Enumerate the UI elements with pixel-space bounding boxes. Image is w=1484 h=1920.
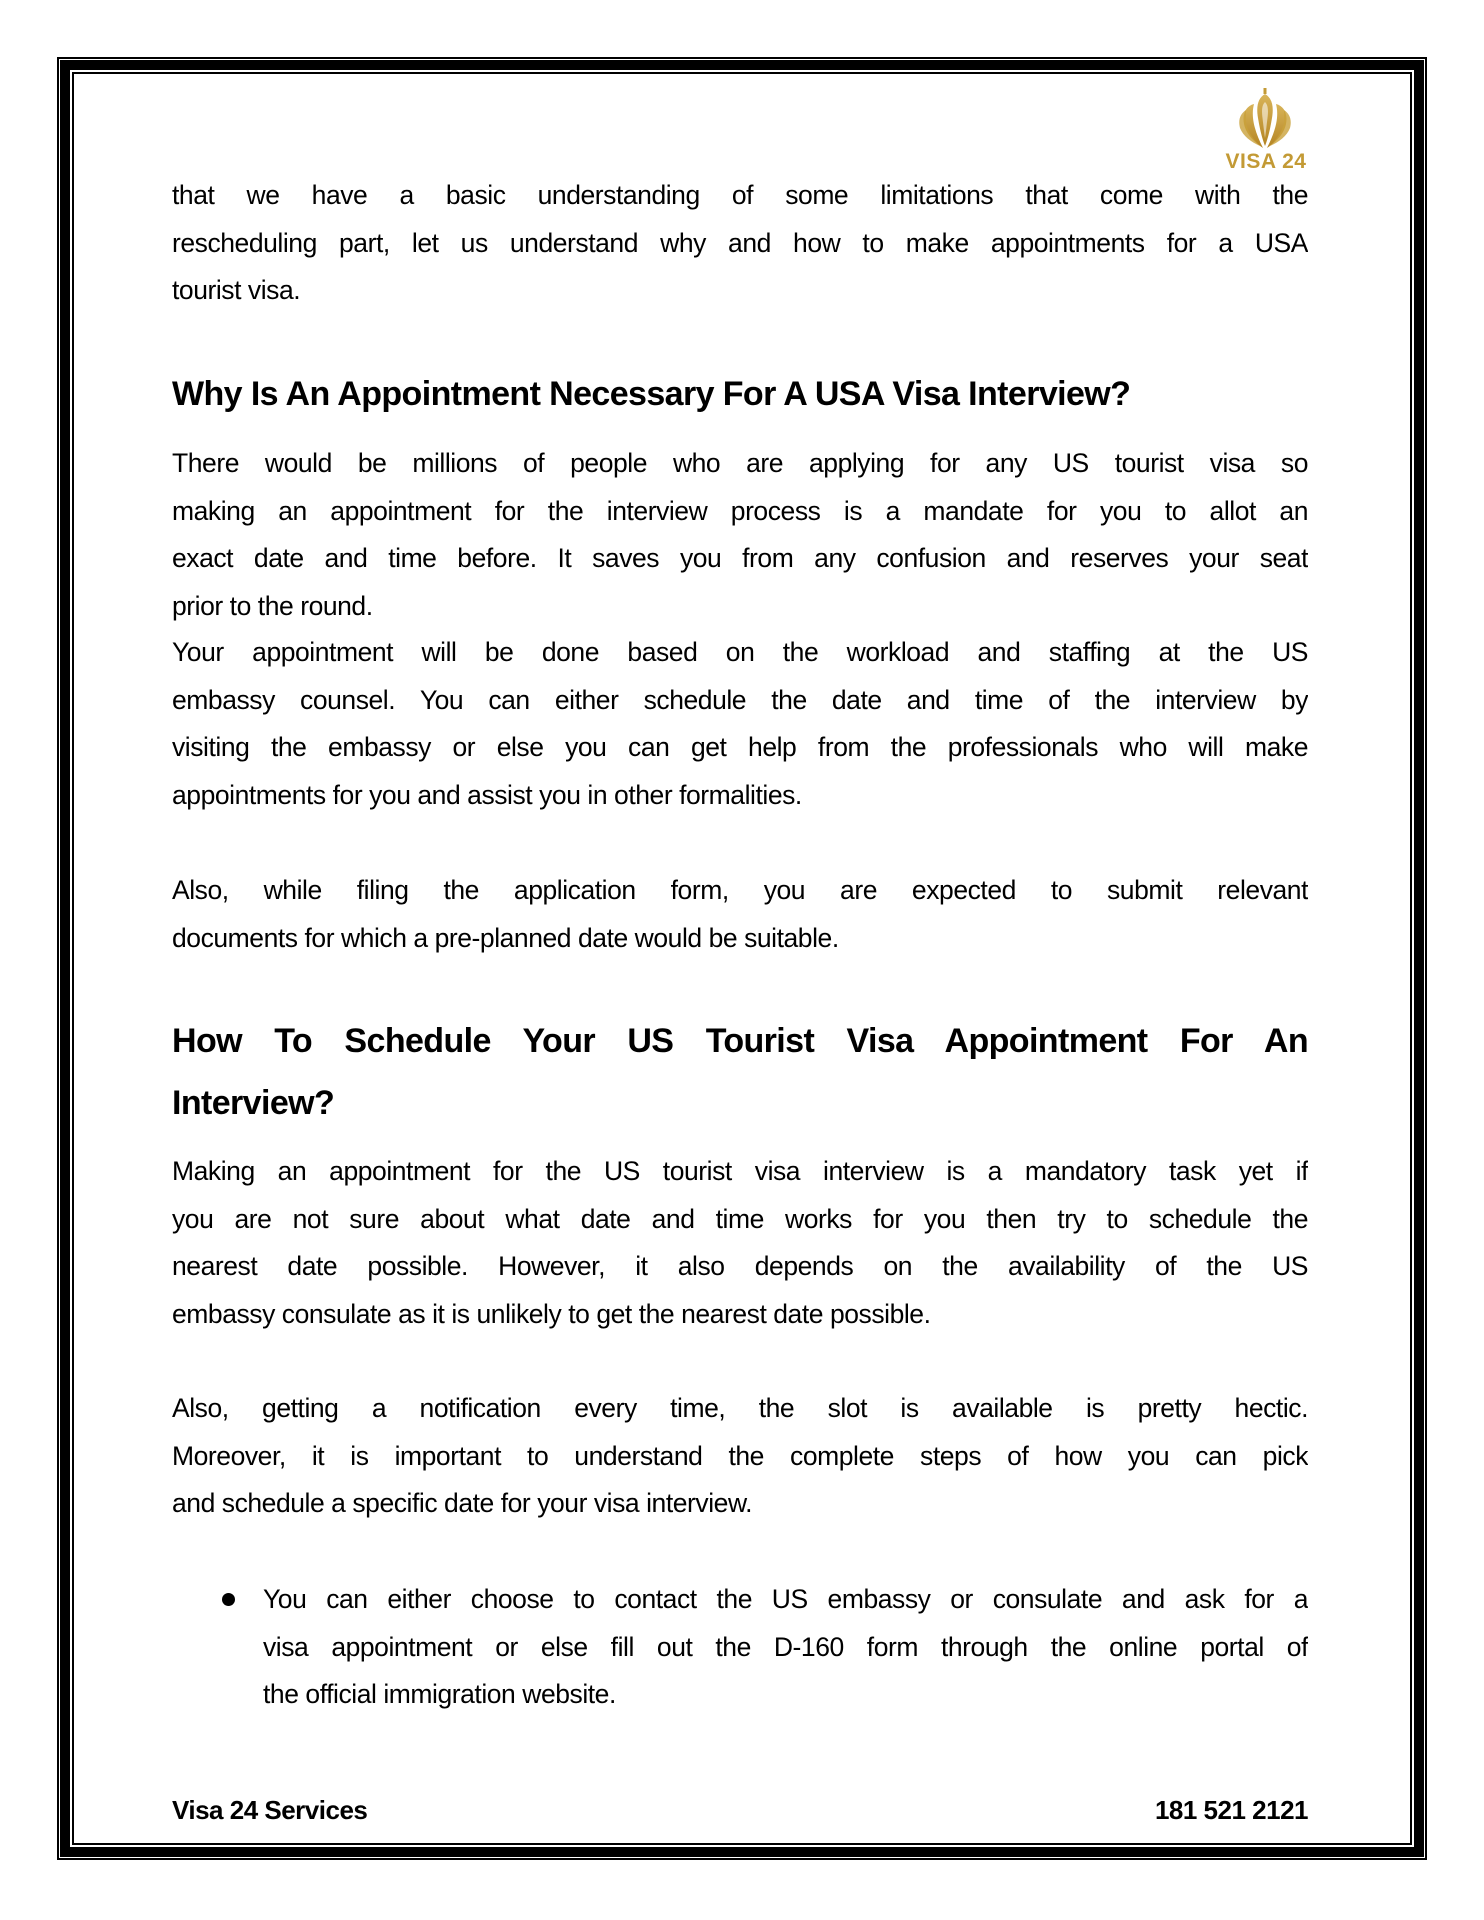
text-line: Making an appointment for the US tourist visa interview is a mandatory task yet if (172, 1156, 1308, 1186)
visa24-logo (1216, 88, 1316, 176)
bullet-icon (222, 1593, 235, 1606)
text-line: you are not sure about what date and time works for you then try to schedule the (172, 1203, 1308, 1234)
footer-phone-number: 181 521 2121 (1154, 1795, 1308, 1825)
text-line: and schedule a specific date for your visa interview. (172, 1488, 753, 1518)
text-line: nearest date possible. However, it also depends on the availability of the US (172, 1251, 1308, 1281)
text-line: tourist visa. (172, 275, 301, 305)
text-line: the official immigration website. (263, 1679, 616, 1709)
intro-paragraph (172, 172, 1308, 315)
text-line: documents for which a pre-planned date would be suitable. (172, 922, 839, 953)
crest-emblem-icon (1236, 88, 1294, 150)
section-heading-why-appointment (172, 363, 1308, 425)
text-line: embassy counsel. You can either schedule the date and time of the interview by (172, 684, 1308, 715)
heading-line: How To Schedule Your US Tourist Visa Appointment For An (172, 1022, 1308, 1060)
heading-line: Interview? (172, 1084, 335, 1122)
text-line: making an appointment for the interview process is a mandate for you to allot an (172, 495, 1308, 526)
text-line: that we have a basic understanding of some limitations that come with the (172, 180, 1308, 210)
logo-text: VISA 24 (1225, 150, 1307, 173)
text-line: Your appointment will be done based on the workload and staffing at the US (172, 637, 1308, 667)
text-line: appointments for you and assist you in other formalities. (172, 779, 802, 810)
text-line: rescheduling part, let us understand why and how to make appointments for a USA (172, 227, 1308, 258)
text-line: Also, while filing the application form, you are expected to submit relevant (172, 875, 1308, 905)
text-line: Moreover, it is important to understand the complete steps of how you can pick (172, 1440, 1308, 1471)
list-item-text (263, 1576, 1308, 1719)
text-line: exact date and time before. It saves you from any confusion and reserves your seat (172, 543, 1308, 573)
paragraph (172, 867, 1308, 962)
paragraph (172, 629, 1308, 819)
heading-line: Why Is An Appointment Necessary For A USA Visa Interview? (172, 375, 1131, 413)
text-line: visiting the embassy or else you can get help from the professionals who will make (172, 732, 1308, 762)
text-line: prior to the round. (172, 590, 373, 621)
page-footer (172, 1792, 1308, 1828)
text-line: embassy consulate as it is unlikely to get the nearest date possible. (172, 1298, 931, 1329)
footer-company-name: Visa 24 Services (172, 1795, 368, 1825)
text-line: There would be millions of people who are applying for any US tourist visa so (172, 448, 1308, 478)
section-heading-how-to-schedule (172, 1010, 1308, 1134)
text-line: You can either choose to contact the US embassy or consulate and ask for a (263, 1584, 1308, 1614)
paragraph (172, 440, 1308, 630)
text-line: visa appointment or else fill out the D-160 form through the online portal of (263, 1631, 1308, 1662)
text-line: Also, getting a notification every time, the slot is available is pretty hectic. (172, 1393, 1308, 1423)
paragraph (172, 1148, 1308, 1338)
paragraph (172, 1385, 1308, 1528)
